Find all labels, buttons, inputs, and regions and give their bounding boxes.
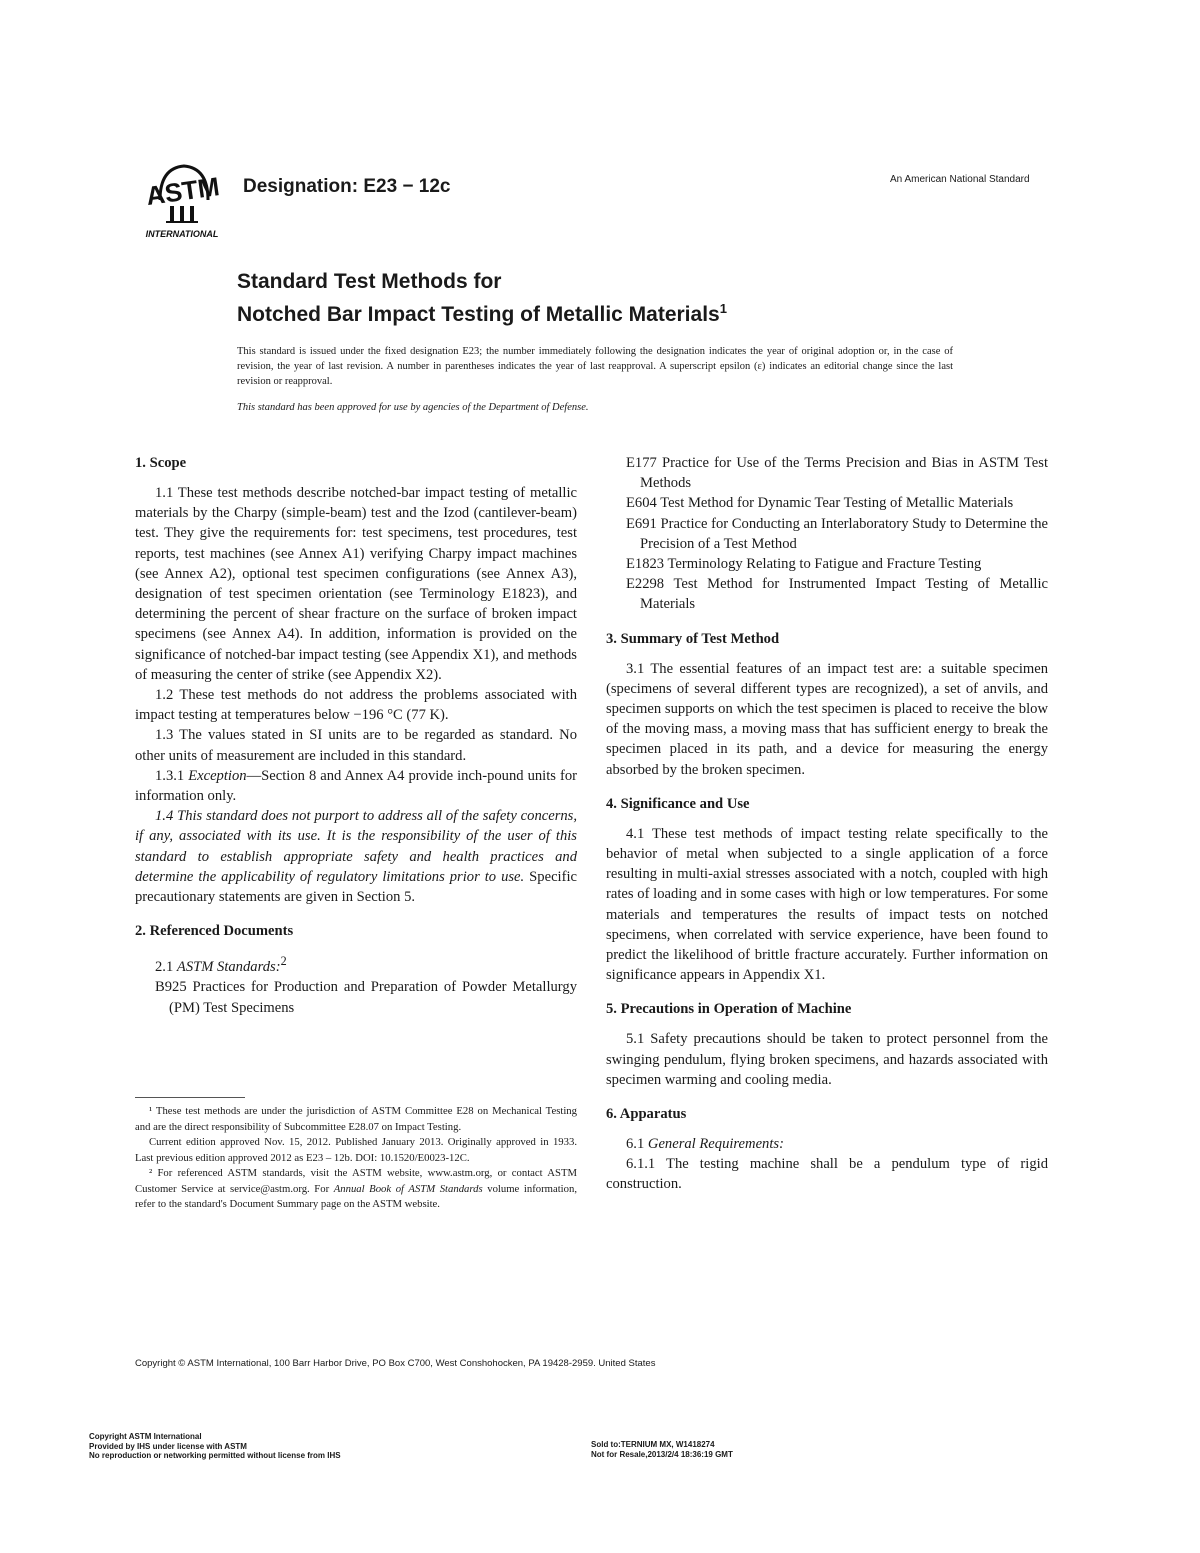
apparatus-heading: 6. Apparatus [606, 1106, 687, 1123]
national-standard-label: An American National Standard [890, 174, 1030, 185]
issuance-note: This standard is issued under the fixed designation E23; the number immediately following the designation indicates the year of original adoption or, in the case of revision, the year of last revision. A number in parentheses indicates the year of last reapproval. A superscript epsilon (ε) indicates an editorial change since the last revision or reapproval. [237, 346, 953, 387]
para-1-2: 1.2 These test methods do not address the problems associated with impact testing at temperatures below −196 °C (77 K). [135, 687, 577, 724]
document-title [237, 268, 727, 328]
ref-e2298: E2298 Test Method for Instrumented Impact Testing of Metallic Materials [626, 576, 1048, 613]
footnote-1b: Current edition approved Nov. 15, 2012. Published January 2013. Originally approved in 1933. Last previous edition approved 2012 as E23 – 12b. DOI: 10.1520/E0023-12C. [135, 1136, 577, 1164]
ref-b925: B925 Practices for Production and Preparation of Powder Metallurgy (PM) Test Specimens [155, 979, 577, 1016]
para-1-1: 1.1 These test methods describe notched-bar impact testing of metallic materials by the Charpy (simple-beam) test and the Izod (cantilever-beam) test. They give the requirements for: test specimens, test procedures, test reports, test machines (see Annex A1) verifying Charpy impact machines (see Annex A2), optional test specimen configurations (see Annex A3), designation of test specimen orientation (see Terminology E1823), and determining the percent of shear fracture on the surface of broken impact specimens (see Annex A4). In addition, information is provided on the significance of notched-bar impact testing (see Appendix X1), and methods of measuring the center of strike (see Appendix X2). [135, 485, 577, 683]
ref-e604: E604 Test Method for Dynamic Tear Testing of Metallic Materials [626, 495, 1014, 512]
title-line-2: Notched Bar Impact Testing of Metallic Materials$^1$ [237, 301, 727, 326]
footnote-2: ² For referenced ASTM standards, visit the ASTM website, www.astm.org, or contact ASTM Customer Service at service@astm.org. For Annual Book of ASTM Standards volume information, refer to the standard's Document Summary page on the ASTM website. [135, 1167, 578, 1210]
summary-heading: 3. Summary of Test Method [606, 630, 780, 647]
ref-e177: E177 Practice for Use of the Terms Precision and Bias in ASTM Test Methods [626, 455, 1048, 492]
para-5-1: 5.1 Safety precautions should be taken to protect personnel from the swinging pendulum, flying broken specimens, and hazards associated with specimen warming and cooling media. [606, 1031, 1048, 1088]
precautions-heading: 5. Precautions in Operation of Machine [606, 1001, 852, 1018]
footnote-divider [135, 1097, 245, 1098]
significance-heading: 4. Significance and Use [606, 795, 750, 812]
para-6-1-1: 6.1.1 The testing machine shall be a pendulum type of rigid construction. [606, 1156, 1048, 1193]
ref-e1823: E1823 Terminology Relating to Fatigue and Fracture Testing [626, 556, 982, 573]
astm-logo [138, 160, 230, 240]
scope-heading: 1. Scope [135, 455, 187, 471]
para-1-3-1: 1.3.1 Exception—Section 8 and Annex A4 provide inch-pound units for information only. [135, 767, 577, 805]
para-3-1: 3.1 The essential features of an impact test are: a suitable specimen (specimens of several different types are recognized), a set of anvils, and specimen supports on which the test specimen is placed to receive the blow of the moving mass, a moving mass that has sufficient energy to break the specimen placed in its path, and a device for measuring the energy absorbed by the broken specimen. [606, 660, 1048, 778]
para-1-3: 1.3 The values stated in SI units are to be regarded as standard. No other units of measurement are included in this standard. [135, 727, 577, 764]
footnote-1: ¹ These test methods are under the jurisdiction of ASTM Committee E28 on Mechanical Testing and are the direct responsibility of Subcommittee E28.07 on Impact Testing. [135, 1105, 577, 1133]
left-column [135, 453, 577, 1018]
ref-e691: E691 Practice for Conducting an Interlaboratory Study to Determine the Precision of a Test Method [626, 515, 1048, 552]
sale-notice: Sold to:TERNIUM MX, W1418274 Not for Resale,2013/2/4 18:36:19 GMT [591, 1440, 733, 1459]
copyright-line: Copyright © ASTM International, 100 Barr Harbor Drive, PO Box C700, West Conshohocken, PA 19428-2959. United States [135, 1358, 656, 1369]
right-column [606, 453, 1048, 1195]
svg-text:ASTM: ASTM [144, 171, 222, 212]
svg-text:INTERNATIONAL: INTERNATIONAL [145, 229, 219, 239]
referenced-documents-heading: 2. Referenced Documents [135, 923, 294, 940]
footnotes [135, 1104, 577, 1213]
dod-approval-note: This standard has been approved for use by agencies of the Department of Defense. [237, 402, 589, 413]
designation: Designation: E23 − 12c [243, 176, 451, 197]
para-2-1: 2.1 ASTM Standards:$^2$ [155, 954, 287, 976]
para-1-4: 1.4 This standard does not purport to address all of the safety concerns, if any, associated with its use. It is the responsibility of the user of this standard to establish appropriate safety and health practices and determine the applicability of regulatory limitations prior to use. Specific precautionary statements are given in Section 5. [135, 808, 577, 906]
title-line-1: Standard Test Methods for [237, 270, 502, 293]
para-6-1: 6.1 General Requirements: [626, 1136, 784, 1153]
title-footnote-ref: 1 [719, 301, 727, 316]
license-notice: Copyright ASTM International Provided by IHS under license with ASTM No reproduction or networking permitted without license from IHS [89, 1432, 341, 1460]
para-4-1: 4.1 These test methods of impact testing relate specifically to the behavior of metal when subjected to a single application of a force resulting in multi-axial stresses associated with a notch, coupled with high rates of loading and in some cases with high or low temperatures. For some materials and temperatures the results of impact tests on notched specimens, when correlated with service experience, have been found to predict the likelihood of brittle fracture accurately. Further information on significance appears in Appendix X1. [606, 825, 1048, 984]
